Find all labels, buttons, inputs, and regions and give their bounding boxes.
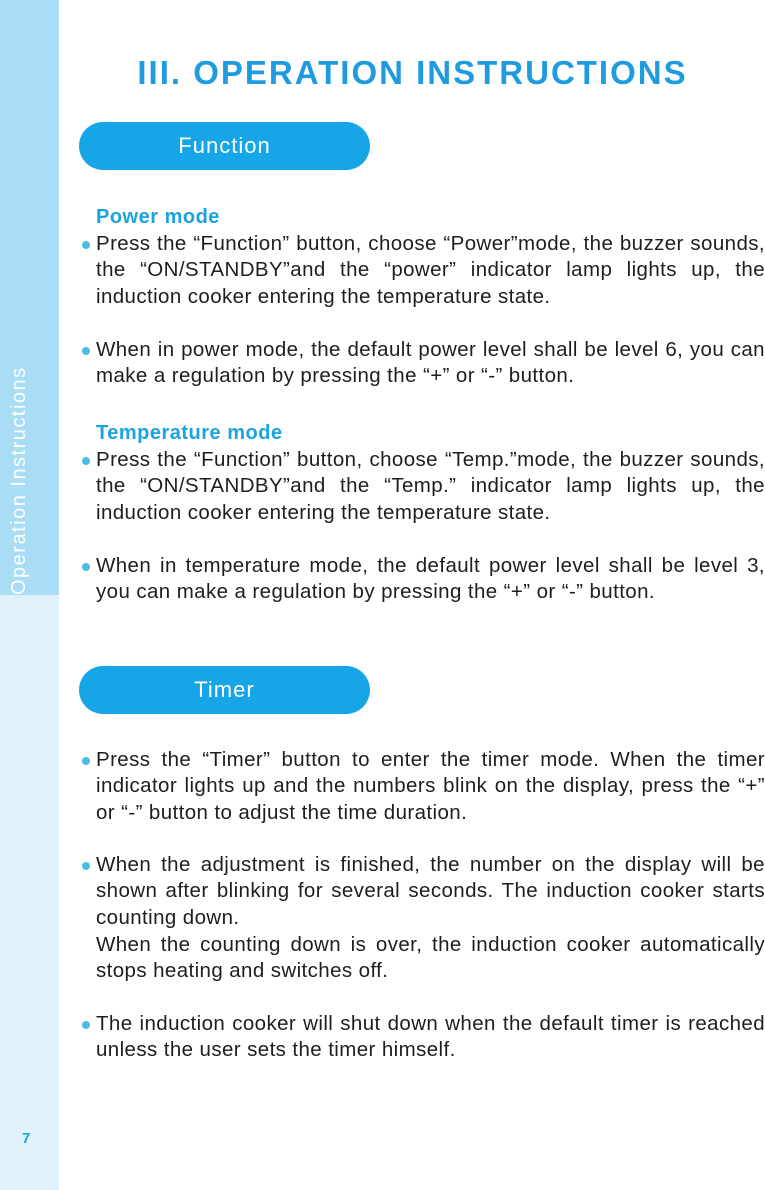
timer-bullet-1: Press the “Timer” button to enter the timer mode. When the timer indicator lights up and the numbers blink on the display, press the “+” or “-” button to adjust the time duration. [96, 748, 765, 824]
page-number: 7 [22, 1130, 31, 1147]
function-heading-pill [79, 122, 370, 170]
bullet-dot [82, 1021, 90, 1029]
temperature-mode-bullet-1: Press the “Function” button, choose “Temp.”mode, the buzzer sounds, the “ON/STANDBY”and the “Temp.” indicator lamp lights up, the induction cooker entering the temperature state. [96, 448, 765, 524]
bullet-dot [82, 457, 90, 465]
power-mode-bullet-2: When in power mode, the default power level shall be level 6, you can make a regulation by pressing the “+” or “-” button. [96, 338, 765, 388]
power-mode-title: Power mode [96, 206, 220, 228]
timer-bullet-4: The induction cooker will shut down when the default timer is reached unless the user sets the timer himself. [96, 1012, 765, 1062]
bullet-dot [82, 563, 90, 571]
sidebar-label: Operation Instructions [8, 366, 30, 595]
sidebar-strip [0, 595, 59, 1190]
page-title: III. OPERATION INSTRUCTIONS [137, 54, 688, 91]
bullet-dot [82, 347, 90, 355]
timer-paragraph-3: When the counting down is over, the induction cooker automatically stops heating and switches off. [96, 933, 765, 983]
power-mode-bullet-1: Press the “Function” button, choose “Power”mode, the buzzer sounds, the “ON/STANDBY”and the “power” indicator lamp lights up, the induction cooker entering the temperature state. [96, 232, 765, 308]
bullet-dot [82, 862, 90, 870]
temperature-mode-title: Temperature mode [96, 422, 283, 444]
function-heading: Function [178, 133, 271, 158]
bullet-dot [82, 241, 90, 249]
timer-heading: Timer [194, 677, 255, 702]
timer-bullet-2: When the adjustment is finished, the number on the display will be shown after blinking for several seconds. The induction cooker starts counting down. [96, 853, 765, 929]
bullet-dot [82, 757, 90, 765]
timer-heading-pill [79, 666, 370, 714]
temperature-mode-bullet-2: When in temperature mode, the default power level shall be level 3, you can make a regulation by pressing the “+” or “-” button. [96, 554, 765, 604]
